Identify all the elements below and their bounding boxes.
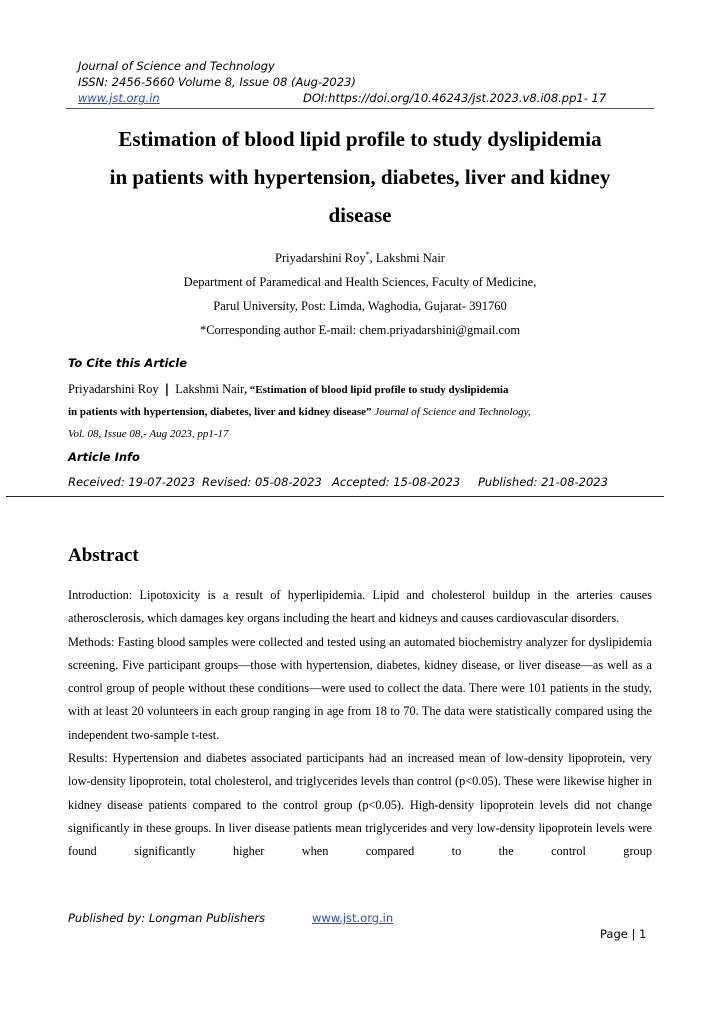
journal-name: Journal of Science and Technology [78, 59, 275, 73]
cite-separator: | [164, 381, 170, 396]
abstract-body [68, 584, 652, 864]
received-date: Received: 19-07-2023 [68, 475, 196, 489]
footer-website-link[interactable]: www.jst.org.in [312, 911, 394, 925]
citation-block [68, 378, 658, 445]
author-names [60, 246, 660, 270]
published-date: Published: 21-08-2023 [478, 475, 608, 489]
correspondence: *Corresponding author E-mail: chem.priyadarshini@gmail.com [199, 323, 521, 337]
cite-volume: Vol. 08, Issue 08,- Aug 2023, pp1-17 [68, 428, 229, 440]
abstract-results: Results: Hypertension and diabetes associated participants had an increased mean of low-density lipoprotein, very low-density lipoprotein, total cholesterol, and triglycerides levels than control (p<0.05). These were likewise higher in kidney disease patients compared to the control group (p<0.05). High-density lipoprotein levels did not change significantly in these groups. In liver disease patients mean triglycerides and very low-density lipoprotein levels were found significantly higher when compared to the control group [68, 751, 652, 859]
abstract-introduction: Introduction: Lipotoxicity is a result of hyperlipidemia. Lipid and cholesterol buildup in the arteries causes atherosclerosis, which damages key organs including the heart and kidneys and causes cardiovascular disorders. [68, 588, 652, 626]
cite-author-1: Priyadarshini Roy [68, 382, 159, 396]
cite-title-2: in patients with hypertension, diabetes, liver and kidney disease” [68, 406, 372, 418]
paper-title [60, 120, 660, 234]
author-2: , Lakshmi Nair [369, 251, 445, 265]
title-line-3: disease [328, 203, 392, 227]
abstract-heading: Abstract [68, 545, 139, 566]
issn-volume: ISSN: 2456-5660 Volume 8, Issue 08 (Aug-2023) [78, 75, 356, 89]
cite-title-1: , “Estimation of blood lipid profile to study dyslipidemia [244, 384, 509, 396]
revised-date: Revised: 05-08-2023 [202, 475, 322, 489]
doi: DOI:https://doi.org/10.46243/jst.2023.v8.i08.pp1- 17 [303, 91, 607, 105]
abstract-methods: Methods: Fasting blood samples were collected and tested using an automated biochemistry analyzer for dyslipidemia screening. Five participant groups—those with hypertension, diabetes, kidney disease, or liver disease—as well as a control group of people without these conditions—were used to collect the data. There were 101 patients in the study, with at least 20 volunteers in each group ranging in age from 18 to 70. The data were statistically compared using the independent two-sample t-test. [68, 634, 652, 742]
title-line-1: Estimation of blood lipid profile to study dyslipidemia [118, 127, 602, 151]
header-divider [66, 108, 654, 109]
corresponding-mark: * [365, 249, 370, 259]
page-footer [68, 911, 658, 925]
title-line-2: in patients with hypertension, diabetes, liver and kidney [109, 165, 611, 189]
cite-heading: To Cite this Article [68, 356, 187, 370]
cite-author-2: Lakshmi Nair [175, 382, 245, 396]
affiliation-line-2: Parul University, Post: Limda, Waghodia, Gujarat- 391760 [213, 299, 507, 313]
cite-journal: Journal of Science and Technology, [371, 406, 531, 418]
info-divider [6, 496, 664, 497]
header-website-link[interactable]: www.jst.org.in [78, 91, 160, 105]
page-number: Page | 1 [600, 927, 647, 941]
article-info-heading: Article Info [68, 450, 140, 464]
publisher: Published by: Longman Publishers [68, 911, 266, 925]
affiliation-line-1: Department of Paramedical and Health Sciences, Faculty of Medicine, [183, 275, 537, 289]
accepted-date: Accepted: 15-08-2023 [332, 475, 461, 489]
author-1: Priyadarshini Roy [275, 251, 366, 265]
author-block [60, 246, 660, 342]
